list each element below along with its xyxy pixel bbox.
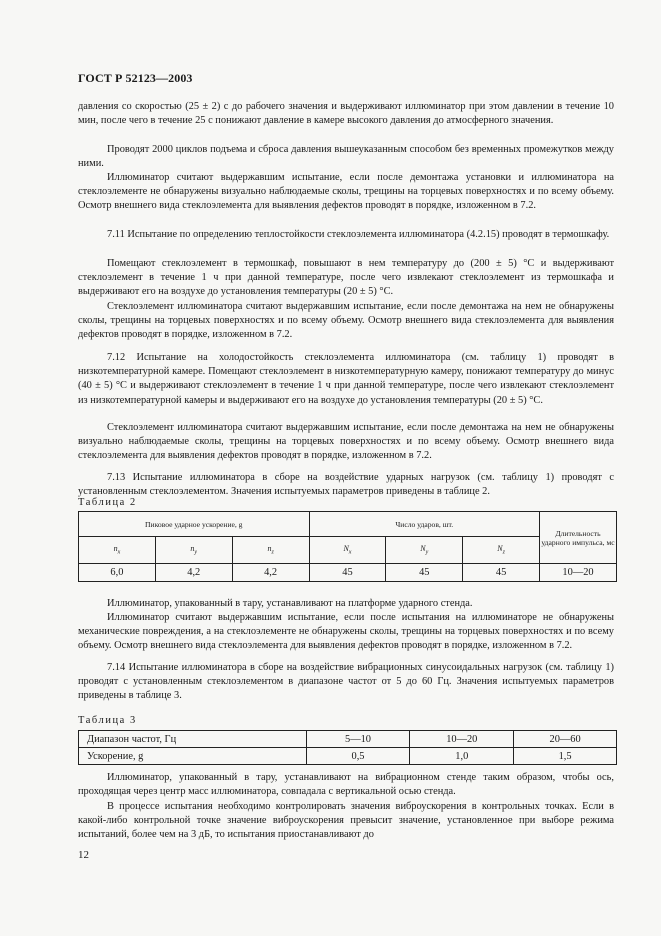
table-row — [79, 748, 617, 765]
page-number: 12 — [78, 849, 89, 861]
table3-cell: 10—20 — [410, 731, 514, 748]
table2-subheader: $N_z$ — [463, 537, 540, 564]
table3-cell: 20—60 — [514, 731, 617, 748]
table3-cell: 1,0 — [410, 748, 514, 765]
table-2 — [78, 511, 617, 582]
table3-cell: 5—10 — [306, 731, 410, 748]
table2-subheader: $n_x$ — [79, 537, 156, 564]
table2-subheader: $N_x$ — [309, 537, 386, 564]
paragraph: Иллюминатор, упакованный в тару, устанавливают на вибрационном стенде таким образом, чтобы ось, проходящая через центр масс иллюминатора, совпадала с вертикальной осью стенда. — [78, 772, 614, 798]
paragraph: Иллюминатор, упакованный в тару, устанавливают на платформе ударного стенда. — [107, 598, 473, 609]
table3-row-label: Ускорение, g — [79, 748, 307, 765]
table2-cell: 4,2 — [232, 564, 309, 582]
table2-cell: 4,2 — [155, 564, 232, 582]
paragraph: Помещают стеклоэлемент в термошкаф, повышают в нем температуру до (200 ± 5) °С и выдерживают стеклоэлемент в течение 1 ч при данной температуре, после чего извлекают стеклоэлемент из термошкафа и выдерживают его на воздухе до установления температуры (20 ± 5) °С. — [78, 258, 614, 298]
table2-subheader: $n_y$ — [155, 537, 232, 564]
table3-caption: Таблица 3 — [78, 715, 137, 726]
paragraph-7-13: 7.13 Испытание иллюминатора в сборе на воздействие ударных нагрузок (см. таблицу 1) проводят с установленным стеклоэлементом. Значения испытуемых параметров приведены в таблице 2. — [78, 472, 614, 498]
paragraph: давления со скоростью (25 ± 2) с до рабочего значения и выдерживают иллюминатор при этом давлении в течение 10 мин, после чего в течение 25 с понижают давление в камере высокого давления до атмосферного значения. — [78, 101, 614, 127]
table2-cell: 45 — [386, 564, 463, 582]
table3-row-label: Диапазон частот, Гц — [79, 731, 307, 748]
paragraph: Проводят 2000 циклов подъема и сброса давления вышеуказанным способом без временных промежутков между ними. — [78, 144, 614, 170]
table2-caption: Таблица 2 — [78, 497, 137, 508]
table2-cell: 6,0 — [79, 564, 156, 582]
paragraph: Иллюминатор считают выдержавшим испытание, если после демонтажа установки и иллюминатора на стеклоэлементе не обнаружены визуально наблюдаемые сколы, трещины на торцевых поверхностях и по всему объему. Осмотр внешнего вида стеклоэлемента для выявления дефектов проводят в порядке, изложенном в 7.2. — [78, 172, 614, 212]
table-row — [79, 731, 617, 748]
table2-header-impacts: Число ударов, шт. — [309, 512, 539, 537]
document-header: ГОСТ Р 52123—2003 — [78, 71, 193, 85]
table2-cell: 10—20 — [540, 564, 617, 582]
table2-cell: 45 — [463, 564, 540, 582]
table3-cell: 1,5 — [514, 748, 617, 765]
paragraph: Стеклоэлемент иллюминатора считают выдержавшим испытание, если после демонтажа на нем не обнаружены визуально наблюдаемые сколы, трещины на торцевых поверхностях и по всему объему. Осмотр внешнего вида стеклоэлемента для выявления дефектов проводят в порядке, изложенном в 7.2. — [78, 422, 614, 462]
table2-cell: 45 — [309, 564, 386, 582]
table-3 — [78, 730, 617, 765]
table-row — [79, 564, 617, 582]
paragraph: Стеклоэлемент иллюминатора считают выдержавшим испытание, если после демонтажа на нем не обнаружены сколы, трещины на торцевых поверхностях и по всему объему. Осмотр внешнего вида стеклоэлемента для выявления дефектов проводят в порядке, изложенном в 7.2. — [78, 301, 614, 341]
paragraph-7-12: 7.12 Испытание на холодостойкость стеклоэлемента иллюминатора (см. таблицу 1) проводят в низкотемпературной камере. Помещают стеклоэлемент в низкотемпературную камеру, понижают температуру до минус (40 ± 5) °С и выдерживают стеклоэлемент в течение 1 ч при данной температуре, после чего извлекают стеклоэлемент из низкотемпературной камеры и выдерживают его на воздухе до установления температуры (20 ± 5) °С. — [78, 352, 614, 406]
table3-cell: 0,5 — [306, 748, 410, 765]
table2-subheader: $n_z$ — [232, 537, 309, 564]
table2-header-duration: Длительность ударного импульса, мс — [540, 512, 617, 564]
paragraph-7-14: 7.14 Испытание иллюминатора в сборе на воздействие вибрационных синусоидальных нагрузок (см. таблицу 1) проводят с установленным стеклоэлементом в диапазоне частот от 5 до 60 Гц. Значения испытуемых параметров приведены в таблице 3. — [78, 662, 614, 702]
table2-subheader: $N_y$ — [386, 537, 463, 564]
table2-header-acceleration: Пиковое ударное ускорение, g — [79, 512, 310, 537]
paragraph-7-11: 7.11 Испытание по определению теплостойкости стеклоэлемента иллюминатора (4.2.15) проводят в термошкафу. — [107, 229, 610, 240]
paragraph: Иллюминатор считают выдержавшим испытание, если после испытания на иллюминаторе не обнаружены механические повреждения, а на стеклоэлементе не обнаружены сколы, трещины на торцевых поверхностях и по всему объему. Осмотр внешнего вида стеклоэлемента для выявления дефектов проводят в порядке, изложенном в 7.2. — [78, 612, 614, 652]
paragraph: В процессе испытания необходимо контролировать значения виброускорения в контрольных точках. Если в какой-либо контрольной точке значение виброускорения превысит значение, установленное при выборе режима испытаний, более чем на 3 дБ, то испытания приостанавливают до — [78, 801, 614, 841]
